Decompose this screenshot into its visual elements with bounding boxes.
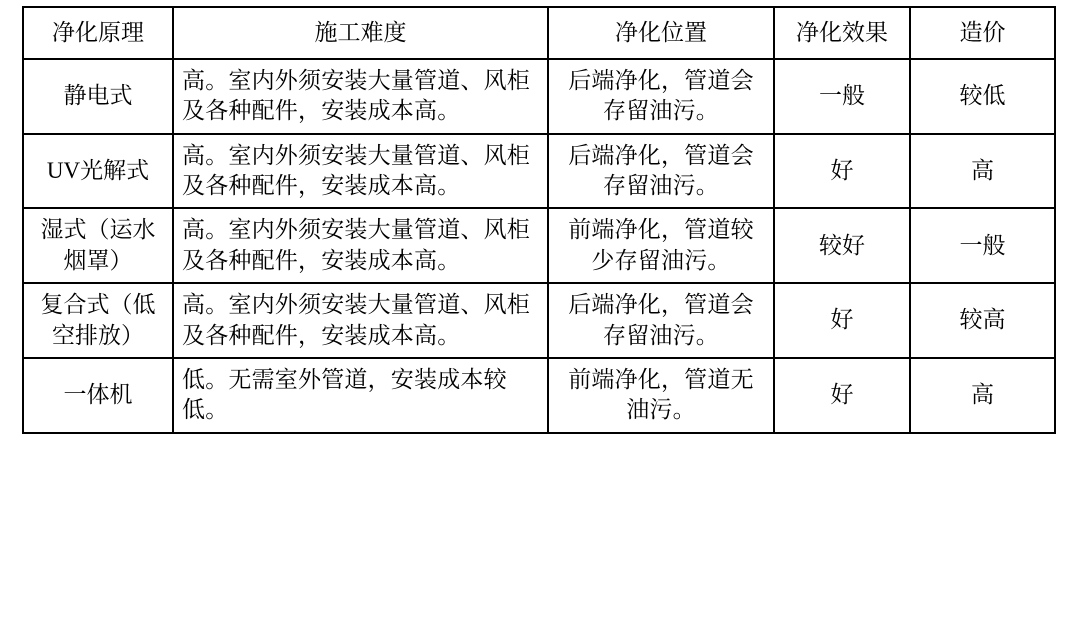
column-header-cost: 造价: [910, 7, 1055, 59]
cell-effect: 好: [774, 358, 910, 433]
cell-cost: 高: [910, 358, 1055, 433]
comparison-table: [22, 6, 1056, 434]
table-row: [23, 59, 1055, 134]
cell-principle: 复合式（低空排放）: [23, 283, 173, 358]
cell-principle: 一体机: [23, 358, 173, 433]
column-header-position: 净化位置: [548, 7, 774, 59]
cell-effect: 一般: [774, 59, 910, 134]
cell-effect: 好: [774, 134, 910, 209]
cell-cost: 较高: [910, 283, 1055, 358]
cell-effect: 好: [774, 283, 910, 358]
column-header-effect: 净化效果: [774, 7, 910, 59]
cell-difficulty: 低。无需室外管道，安装成本较低。: [173, 358, 548, 433]
table-row: [23, 358, 1055, 433]
cell-position: 后端净化，管道会存留油污。: [548, 134, 774, 209]
table-row: [23, 283, 1055, 358]
table-header: [23, 7, 1055, 59]
column-header-difficulty: 施工难度: [173, 7, 548, 59]
cell-position: 前端净化，管道较少存留油污。: [548, 208, 774, 283]
cell-cost: 较低: [910, 59, 1055, 134]
cell-cost: 一般: [910, 208, 1055, 283]
cell-difficulty: 高。室内外须安装大量管道、风柜及各种配件，安装成本高。: [173, 134, 548, 209]
cell-difficulty: 高。室内外须安装大量管道、风柜及各种配件，安装成本高。: [173, 208, 548, 283]
cell-position: 后端净化，管道会存留油污。: [548, 283, 774, 358]
table-row: [23, 208, 1055, 283]
cell-position: 后端净化，管道会存留油污。: [548, 59, 774, 134]
table-header-row: [23, 7, 1055, 59]
table-body: [23, 59, 1055, 433]
cell-effect: 较好: [774, 208, 910, 283]
cell-position: 前端净化，管道无油污。: [548, 358, 774, 433]
cell-principle: 湿式（运水烟罩）: [23, 208, 173, 283]
cell-difficulty: 高。室内外须安装大量管道、风柜及各种配件，安装成本高。: [173, 59, 548, 134]
cell-difficulty: 高。室内外须安装大量管道、风柜及各种配件，安装成本高。: [173, 283, 548, 358]
cell-principle: 静电式: [23, 59, 173, 134]
cell-principle: UV光解式: [23, 134, 173, 209]
column-header-principle: 净化原理: [23, 7, 173, 59]
table-row: [23, 134, 1055, 209]
cell-cost: 高: [910, 134, 1055, 209]
